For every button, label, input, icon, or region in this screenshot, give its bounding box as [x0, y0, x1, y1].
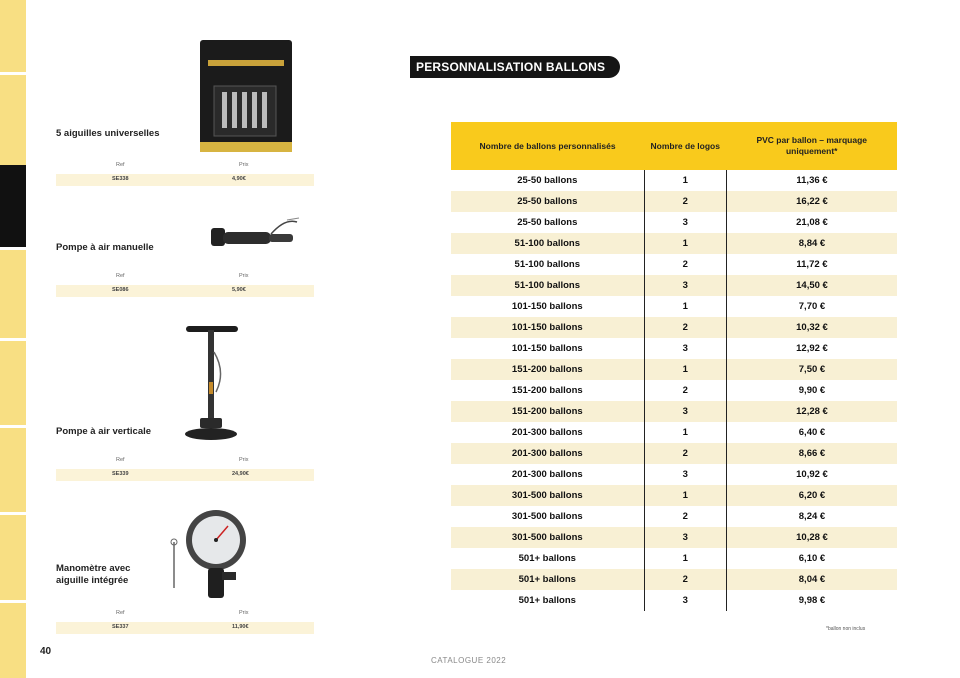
price-header: Prix	[239, 162, 249, 168]
cell-logos: 2	[644, 317, 726, 338]
cell-price: 8,04 €	[726, 569, 897, 590]
cell-logos: 1	[644, 233, 726, 254]
edge-tab-active	[0, 165, 26, 247]
pricing-table	[451, 122, 897, 611]
cell-logos: 2	[644, 380, 726, 401]
cell-price: 11,72 €	[726, 254, 897, 275]
table-row	[451, 422, 897, 443]
footnote: *ballon non inclus	[826, 626, 866, 632]
cell-price: 12,92 €	[726, 338, 897, 359]
product-ref-row	[56, 457, 316, 483]
cell-price: 6,10 €	[726, 548, 897, 569]
cell-price: 6,20 €	[726, 485, 897, 506]
cell-quantity: 301-500 ballons	[451, 506, 644, 527]
ref-header: Ref	[116, 457, 125, 463]
cell-logos: 2	[644, 254, 726, 275]
cell-quantity: 501+ ballons	[451, 548, 644, 569]
ref-value: SE339	[112, 471, 129, 477]
cell-logos: 1	[644, 296, 726, 317]
footer-text: CATALOGUE 2022	[431, 656, 507, 665]
table-row	[451, 590, 897, 611]
price-header: Prix	[239, 457, 249, 463]
ref-value: SE086	[112, 287, 129, 293]
cell-logos: 1	[644, 485, 726, 506]
ref-header: Ref	[116, 273, 125, 279]
cell-logos: 3	[644, 401, 726, 422]
section-title: PERSONNALISATION BALLONS	[410, 56, 620, 78]
table-row	[451, 317, 897, 338]
cell-quantity: 25-50 ballons	[451, 191, 644, 212]
cell-quantity: 25-50 ballons	[451, 212, 644, 233]
manometer-image	[166, 502, 262, 602]
cell-logos: 3	[644, 338, 726, 359]
cell-logos: 3	[644, 212, 726, 233]
table-row	[451, 401, 897, 422]
table-row	[451, 443, 897, 464]
cell-quantity: 501+ ballons	[451, 569, 644, 590]
cell-price: 10,92 €	[726, 464, 897, 485]
needles-pack-image	[200, 40, 292, 152]
table-row	[451, 359, 897, 380]
product-ref-row	[56, 162, 316, 188]
product-name: 5 aiguilles universelles	[56, 128, 160, 139]
table-row	[451, 170, 897, 191]
cell-quantity: 501+ ballons	[451, 590, 644, 611]
ref-header: Ref	[116, 610, 125, 616]
table-row	[451, 275, 897, 296]
cell-quantity: 201-300 ballons	[451, 443, 644, 464]
table-row	[451, 569, 897, 590]
cell-quantity: 51-100 ballons	[451, 254, 644, 275]
cell-price: 7,50 €	[726, 359, 897, 380]
table-row	[451, 233, 897, 254]
product-ref-row	[56, 610, 316, 636]
cell-price: 21,08 €	[726, 212, 897, 233]
price-value: 24,90€	[232, 471, 249, 477]
ref-header: Ref	[116, 162, 125, 168]
product-name: Pompe à air verticale	[56, 426, 152, 437]
price-header: Prix	[239, 610, 249, 616]
table-row	[451, 212, 897, 233]
cell-logos: 1	[644, 422, 726, 443]
cell-quantity: 51-100 ballons	[451, 233, 644, 254]
product-ref-row	[56, 273, 316, 299]
price-value: 4,90€	[232, 176, 246, 182]
ref-bar	[56, 622, 314, 634]
cell-logos: 1	[644, 548, 726, 569]
table-row	[451, 485, 897, 506]
cell-price: 12,28 €	[726, 401, 897, 422]
cell-logos: 2	[644, 569, 726, 590]
cell-quantity: 201-300 ballons	[451, 464, 644, 485]
cell-price: 10,28 €	[726, 527, 897, 548]
cell-logos: 3	[644, 590, 726, 611]
cell-price: 6,40 €	[726, 422, 897, 443]
page-number: 40	[40, 646, 52, 657]
edge-tab	[0, 0, 26, 165]
cell-quantity: 101-150 ballons	[451, 296, 644, 317]
ref-bar	[56, 469, 314, 481]
cell-logos: 3	[644, 275, 726, 296]
price-value: 5,90€	[232, 287, 246, 293]
header-price: PVC par ballon – marquage uniquement*	[726, 122, 897, 170]
ref-bar	[56, 285, 314, 297]
cell-quantity: 151-200 ballons	[451, 380, 644, 401]
table-row	[451, 338, 897, 359]
cell-price: 9,90 €	[726, 380, 897, 401]
cell-logos: 1	[644, 170, 726, 191]
table-row	[451, 380, 897, 401]
table-row	[451, 548, 897, 569]
cell-price: 8,24 €	[726, 506, 897, 527]
cell-logos: 3	[644, 464, 726, 485]
cell-logos: 2	[644, 443, 726, 464]
product-name: Pompe à air manuelle	[56, 242, 154, 253]
cell-logos: 2	[644, 191, 726, 212]
cell-logos: 2	[644, 506, 726, 527]
cell-quantity: 101-150 ballons	[451, 317, 644, 338]
hand-pump-image	[205, 212, 301, 264]
cell-quantity: 201-300 ballons	[451, 422, 644, 443]
floor-pump-image	[182, 322, 242, 444]
table-header-row	[451, 122, 897, 170]
cell-price: 9,98 €	[726, 590, 897, 611]
cell-quantity: 151-200 ballons	[451, 401, 644, 422]
header-quantity: Nombre de ballons personnalisés	[451, 122, 644, 170]
price-value: 11,90€	[232, 624, 249, 630]
cell-quantity: 51-100 ballons	[451, 275, 644, 296]
cell-logos: 1	[644, 359, 726, 380]
cell-price: 10,32 €	[726, 317, 897, 338]
price-header: Prix	[239, 273, 249, 279]
header-logos: Nombre de logos	[644, 122, 726, 170]
ref-value: SE338	[112, 176, 129, 182]
table-row	[451, 464, 897, 485]
cell-quantity: 101-150 ballons	[451, 338, 644, 359]
cell-logos: 3	[644, 527, 726, 548]
product-name: Manomètre avec aiguille intégrée	[56, 563, 131, 586]
ref-bar	[56, 174, 314, 186]
cell-price: 8,66 €	[726, 443, 897, 464]
ref-value: SE337	[112, 624, 129, 630]
table-row	[451, 191, 897, 212]
table-row	[451, 506, 897, 527]
cell-price: 7,70 €	[726, 296, 897, 317]
table-row	[451, 296, 897, 317]
cell-quantity: 301-500 ballons	[451, 527, 644, 548]
cell-quantity: 301-500 ballons	[451, 485, 644, 506]
cell-quantity: 151-200 ballons	[451, 359, 644, 380]
cell-price: 8,84 €	[726, 233, 897, 254]
table-row	[451, 254, 897, 275]
cell-price: 11,36 €	[726, 170, 897, 191]
cell-quantity: 25-50 ballons	[451, 170, 644, 191]
cell-price: 16,22 €	[726, 191, 897, 212]
cell-price: 14,50 €	[726, 275, 897, 296]
edge-tab	[0, 250, 26, 678]
table-row	[451, 527, 897, 548]
